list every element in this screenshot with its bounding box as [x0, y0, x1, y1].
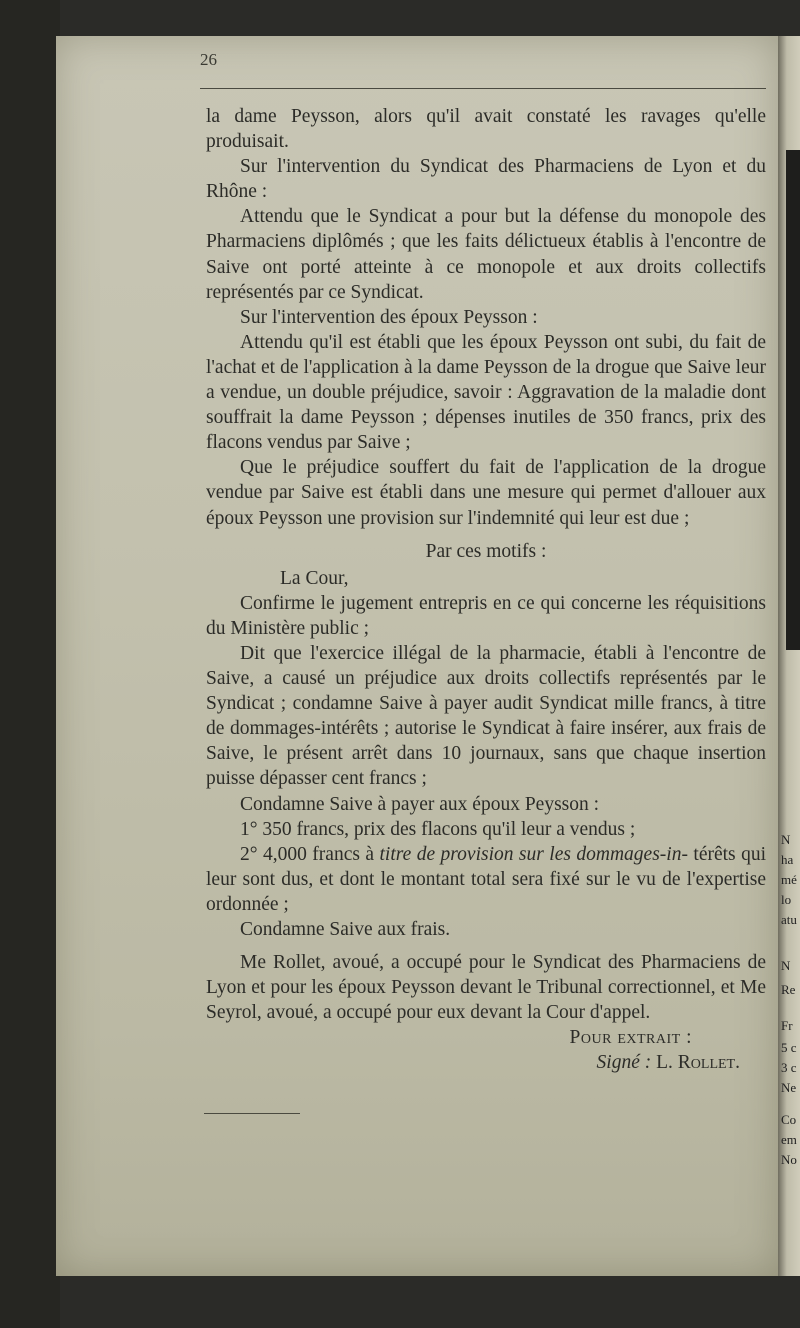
list-item-text: térêts qui leur sont dus, et dont le montant total sera fixé sur le vu de l'expertise ordonnée ; [206, 843, 767, 915]
italic-text: titre de provision sur les dommages-in- [379, 843, 688, 865]
paragraph: la dame Peysson, alors qu'il avait constaté les ravages qu'elle produisait. [206, 106, 766, 153]
adjacent-page-fragment: N [781, 832, 791, 847]
court-heading: La Cour, [280, 567, 349, 589]
adjacent-page-fragment: atu [781, 912, 797, 927]
paragraph: Que le préjudice souffert du fait de l'application de la drogue vendue par Saive est établi dans une mesure qui permet d'allouer aux époux Peysson une provision sur l'indemnité qui leur est due ; [206, 457, 766, 529]
list-item-text: 2° 4,000 francs à [240, 843, 380, 865]
adjacent-page-fragment: Fr [781, 1018, 793, 1033]
adjacent-page-fragment: lo [781, 892, 792, 907]
adjacent-page-fragment: Co [781, 1112, 797, 1127]
adjacent-page-fragment: Re [781, 982, 796, 997]
list-item [206, 842, 766, 917]
paragraph: Condamne Saive à payer aux époux Peysson : [240, 793, 600, 815]
adjacent-page-fragment: No [781, 1152, 797, 1167]
adjacent-page-fragment: 3 c [781, 1060, 797, 1075]
signature-label: Signé : [596, 1052, 652, 1074]
adjacent-page-fragment: 5 c [781, 1040, 797, 1055]
scan-background-left [0, 0, 60, 1328]
paragraph: Attendu qu'il est établi que les époux Peysson ont subi, du fait de l'achat et de l'application à la dame Peysson de la drogue que Saive leur a vendue, un double préjudice, savoir : Aggravation de la maladie dont souffrait la dame Peysson ; dépenses inutiles de 350 francs, prix des flacons vendus par Saive ; [206, 331, 766, 454]
paragraph: Sur l'intervention des époux Peysson : [240, 306, 538, 328]
signature-name: L. Rollet. [656, 1052, 740, 1074]
extract-label: Pour extrait : [569, 1027, 692, 1049]
section-heading-motifs: Par ces motifs : [425, 540, 547, 562]
adjacent-page-dark-strip [786, 150, 800, 650]
adjacent-page-fragment: ha [781, 852, 794, 867]
adjacent-page-fragment: Ne [781, 1080, 797, 1095]
header-rule [200, 88, 766, 89]
page-number: 26 [200, 50, 217, 69]
signature-line [206, 1050, 766, 1075]
paragraph: Attendu que le Syndicat a pour but la défense du monopole des Pharmaciens diplômés ; que les faits délictueux établis à l'encontre de Saive ont porté atteinte à ce monopole et aux droits collectifs représentés par ce Syndicat. [206, 206, 766, 303]
paragraph: Me Rollet, avoué, a occupé pour le Syndicat des Pharmaciens de Lyon et pour les époux Peysson devant le Tribunal correctionnel, et Me Seyrol, avoué, a occupé pour eux devant la Cour d'appel. [206, 952, 766, 1024]
paragraph: Confirme le jugement entrepris en ce qui concerne les réquisitions du Ministère public ; [206, 592, 766, 639]
document-body [206, 104, 766, 1076]
paragraph: Dit que l'exercice illégal de la pharmacie, établi à l'encontre de Saive, a causé un préjudice aux droits collectifs représentés par le Syndicat ; condamne Saive à payer audit Syndicat mille francs, à titre de dommages-intérêts ; autorise le Syndicat à faire insérer, aux frais de Saive, le présent arrêt dans 10 journaux, sans que chaque insertion puisse dépasser cent francs ; [206, 642, 766, 790]
paragraph: Condamne Saive aux frais. [240, 919, 451, 940]
paragraph: Sur l'intervention du Syndicat des Pharmaciens de Lyon et du Rhône : [206, 156, 766, 203]
list-item: 1° 350 francs, prix des flacons qu'il leur a vendus ; [240, 818, 636, 840]
adjacent-page-fragment: mé [781, 872, 797, 887]
adjacent-page-fragment: em [781, 1132, 797, 1147]
footer-rule [204, 1113, 300, 1114]
adjacent-page-fragment: N [781, 958, 791, 973]
